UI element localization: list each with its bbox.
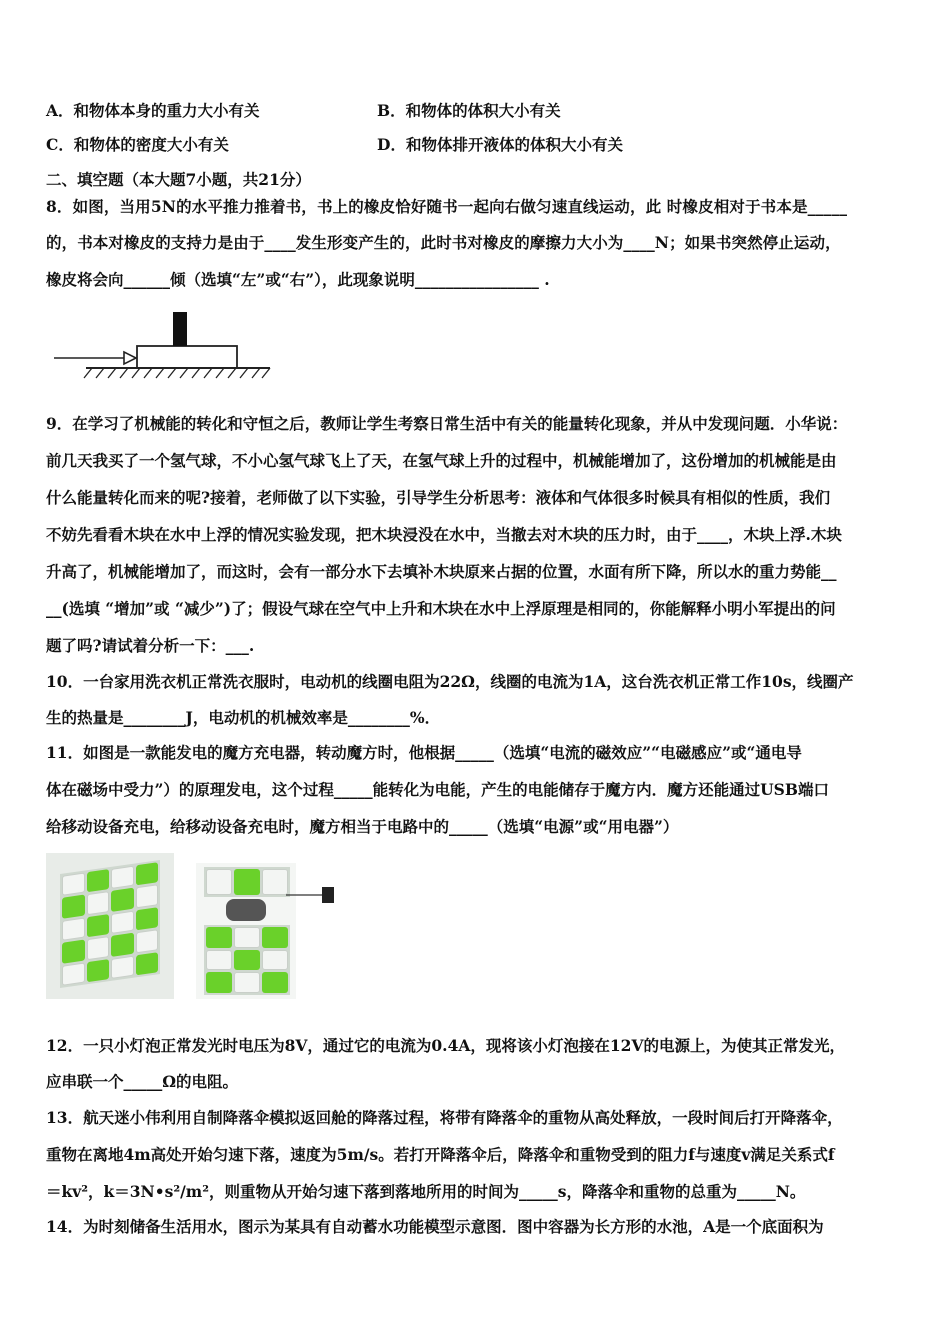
q10-line-2: 生的热量是________J，电动机的机械效率是________%． — [46, 708, 441, 727]
cube-image — [46, 853, 174, 999]
option-a: A．和物体本身的重力大小有关 — [46, 101, 260, 120]
q9-line-6: __(选填 “增加”或 “减少”)了；假设气球在空气中上升和木块在水中上浮原理是相同的，你能解释小明小军提出的问 — [46, 599, 836, 618]
q9-line-4: 不妨先看看木块在水中上浮的情况实验发现，把木块浸没在水中，当撤去对木块的压力时，由于____，木块上浮.木块 — [46, 525, 842, 544]
q9-line-7: 题了吗?请试着分析一下：___. — [46, 636, 255, 655]
q14-line-1: 14．为时刻储备生活用水，图示为某具有自动蓄水功能模型示意图．图中容器为长方形的水池，A是一个底面积为 — [46, 1217, 824, 1236]
q13-line-2: 重物在离地4m高处开始匀速下落，速度为5m/s。若打开降落伞后，降落伞和重物受到的阻力f与速度v满足关系式f — [46, 1145, 835, 1164]
q9-line-2: 前几天我买了一个氢气球，不小心氢气球飞上了天，在氢气球上升的过程中，机械能增加了，这份增加的机械能是由 — [46, 451, 837, 470]
book — [137, 346, 237, 368]
usb-cable-icon — [286, 883, 338, 907]
option-c: C．和物体的密度大小有关 — [46, 135, 229, 154]
eraser — [173, 312, 187, 346]
q9-line-1: 9．在学习了机械能的转化和守恒之后，教师让学生考察日常生活中有关的能量转化现象，并从中发现问题．小华说： — [46, 414, 848, 433]
option-d: D．和物体排开液体的体积大小有关 — [377, 135, 623, 154]
q11-line-3: 给移动设备充电，给移动设备充电时，魔方相当于电路中的_____（选填“电源”或“用电器”） — [46, 817, 679, 836]
q11-line-1: 11．如图是一款能发电的魔方充电器，转动魔方时，他根据_____（选填“电流的磁效应”“电磁感应”或“通电导 — [46, 743, 802, 762]
q8-line-2: 的，书本对橡皮的支持力是由于____发生形变产生的，此时书对橡皮的摩擦力大小为____N；如果书突然停止运动， — [46, 233, 841, 252]
generator-core — [226, 899, 266, 921]
q9-line-5: 升高了，机械能增加了，而这时，会有一部分水下去填补木块原来占据的位置，水面有所下降，所以水的重力势能__ — [46, 562, 837, 581]
push-arrow-head — [124, 352, 136, 364]
q12-line-2: 应串联一个_____Ω的电阻。 — [46, 1072, 239, 1091]
magic-cube-figure — [46, 853, 346, 1001]
option-b: B．和物体的体积大小有关 — [377, 101, 561, 120]
q10-line-1: 10．一台家用洗衣机正常洗衣服时，电动机的线圈电阻为22Ω，线圈的电流为1A，这台洗衣机正常工作10s，线圈产 — [46, 672, 854, 691]
q11-line-2: 体在磁场中受力”）的原理发电，这个过程_____能转化为电能，产生的电能储存于魔方内．魔方还能通过USB端口 — [46, 780, 829, 799]
section-heading: 二、填空题（本大题7小题，共21分） — [46, 170, 311, 189]
exploded-cube-image — [196, 863, 296, 999]
table-hatching — [84, 368, 270, 378]
q8-line-3: 橡皮将会向______倾（选填“左”或“右”），此现象说明________________ . — [46, 270, 550, 289]
q8-line-1: 8．如图，当用5N的水平推力推着书，书上的橡皮恰好随书一起向右做匀速直线运动，此 时橡皮相对于书本是_____ — [46, 197, 848, 216]
q13-line-1: 13．航天迷小伟利用自制降落伞模拟返回舱的降落过程，将带有降落伞的重物从高处释放，一段时间后打开降落伞， — [46, 1108, 843, 1127]
q9-line-3: 什么能量转化而来的呢?接着，老师做了以下实验，引导学生分析思考：液体和气体很多时候具有相似的性质，我们 — [46, 488, 831, 507]
q13-line-3: ＝kv²，k＝3N•s²/m²，则重物从开始匀速下落到落地所用的时间为_____s，降落伞和重物的总重为_____N。 — [46, 1182, 806, 1201]
q12-line-1: 12．一只小灯泡正常发光时电压为8V，通过它的电流为0.4A，现将该小灯泡接在12V的电源上，为使其正常发光， — [46, 1036, 845, 1055]
book-eraser-figure — [48, 306, 278, 384]
